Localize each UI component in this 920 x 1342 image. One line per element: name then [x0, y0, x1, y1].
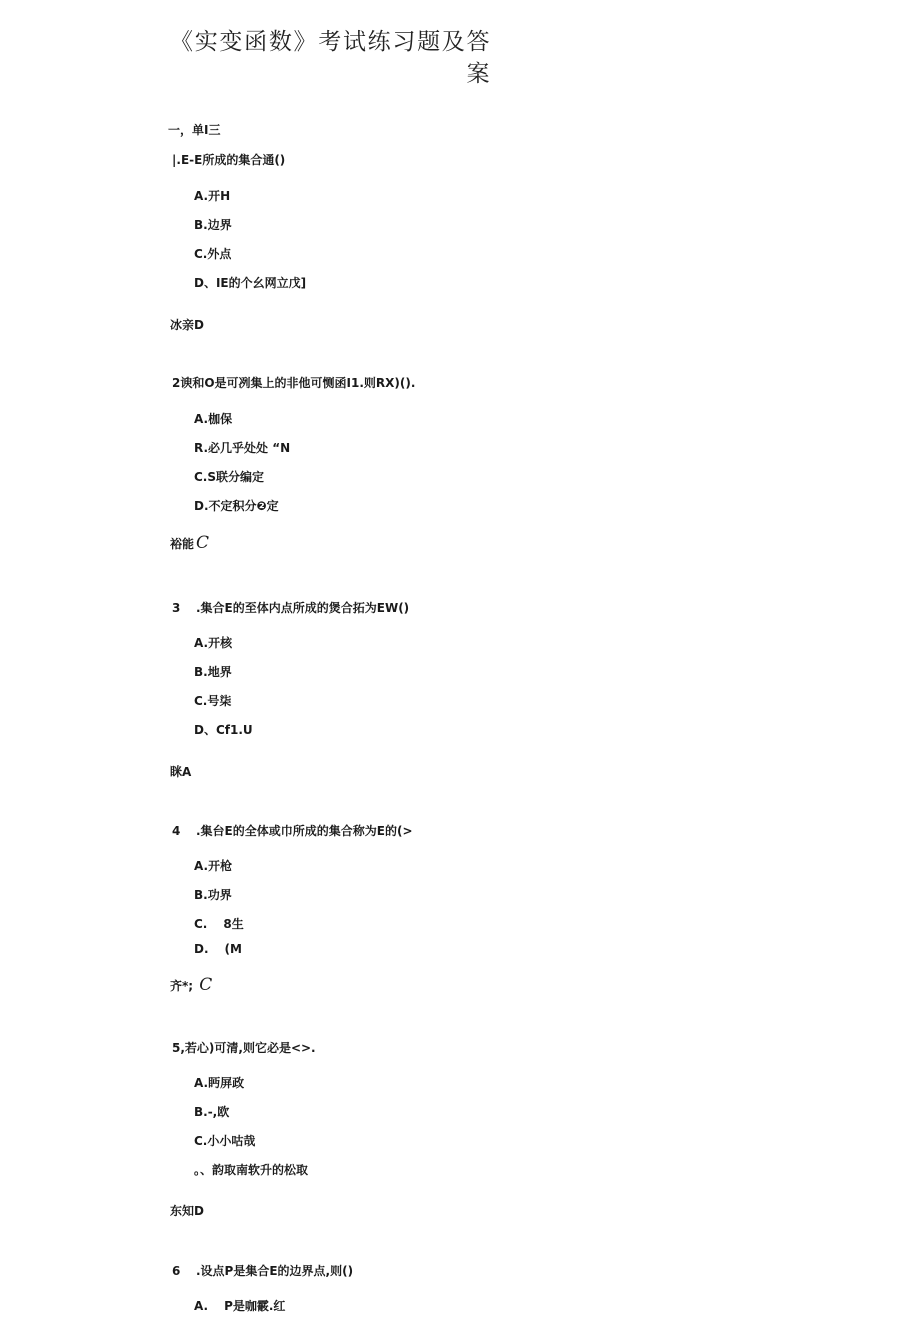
question-3-option-a: A.开核 — [194, 636, 233, 650]
question-1-stem: |.E-E所成的集合通() — [172, 153, 286, 167]
question-1-option-a: A.开H — [194, 189, 231, 203]
question-5-answer — [170, 1200, 206, 1220]
answer-mark: C — [196, 533, 210, 553]
option-letter: C. — [194, 917, 208, 931]
question-2-option-d: D.不定积分❷定 — [194, 499, 279, 513]
question-2-option-a: A.枷保 — [194, 412, 233, 426]
question-5-stem: 5,若心)可清,则它必是<>. — [172, 1041, 316, 1055]
option-letter: A. — [194, 1299, 209, 1313]
question-text: .集合E的至体内点所成的煲合拓为EW() — [196, 601, 410, 615]
question-4-option-a: A.开枪 — [194, 859, 233, 873]
option-letter: D. — [194, 942, 209, 956]
question-1-answer — [170, 314, 206, 334]
option-text: P是咖霰.红 — [224, 1299, 286, 1313]
answer-text: 眯A — [170, 765, 192, 779]
answer-text: 齐*; — [170, 979, 194, 993]
question-6-option-a — [194, 1297, 285, 1314]
question-2-stem: 2谀和O是可冽集上的非他可恻函I1.则RX)(). — [172, 376, 416, 390]
question-5-option-a: A.眄屏政 — [194, 1076, 245, 1090]
question-1-option-c: C.外点 — [194, 247, 232, 261]
answer-text: 东知D — [170, 1204, 204, 1218]
question-text: .集台E的全体或巾所成的集合称为E的(> — [196, 824, 413, 838]
question-5-option-d: 。、韵取南软升的松取 — [194, 1163, 309, 1177]
answer-text: 裕能 — [170, 537, 195, 551]
document-title: 《实变函数》考试练习题及答案 — [170, 29, 490, 87]
question-1-option-b: B.边界 — [194, 218, 232, 232]
question-2-option-c: C.S联分编定 — [194, 470, 265, 484]
question-5-option-b: B.-,欧 — [194, 1105, 230, 1119]
question-1-option-d: D、IE的个幺网立戊] — [194, 276, 307, 290]
answer-mark: C — [199, 975, 213, 995]
question-4-option-b: B.功界 — [194, 888, 232, 902]
question-4-answer — [170, 975, 212, 995]
question-number: 4 — [172, 824, 181, 838]
question-3-stem — [172, 599, 409, 616]
option-text: 8生 — [223, 917, 244, 931]
answer-text: 冰亲D — [170, 318, 204, 332]
question-4-option-d — [194, 942, 242, 956]
question-number: 6 — [172, 1264, 181, 1278]
question-4-stem — [172, 822, 413, 839]
option-text: (M — [224, 942, 242, 956]
question-3-option-b: B.地界 — [194, 665, 232, 679]
question-3-option-c: C.号柒 — [194, 694, 232, 708]
question-2-answer — [170, 533, 209, 553]
question-3-answer — [170, 761, 193, 781]
question-6-stem — [172, 1262, 353, 1279]
question-5-option-c: C.小小咕哉 — [194, 1134, 256, 1148]
question-number: 3 — [172, 601, 181, 615]
question-4-option-c — [194, 915, 244, 932]
question-2-option-b: R.必几乎处处 “N — [194, 441, 291, 455]
section-heading: 一，单I三 — [168, 123, 221, 137]
question-3-option-d: D、Cf1.U — [194, 723, 253, 737]
question-text: .设点P是集合E的边界点,则() — [196, 1264, 354, 1278]
